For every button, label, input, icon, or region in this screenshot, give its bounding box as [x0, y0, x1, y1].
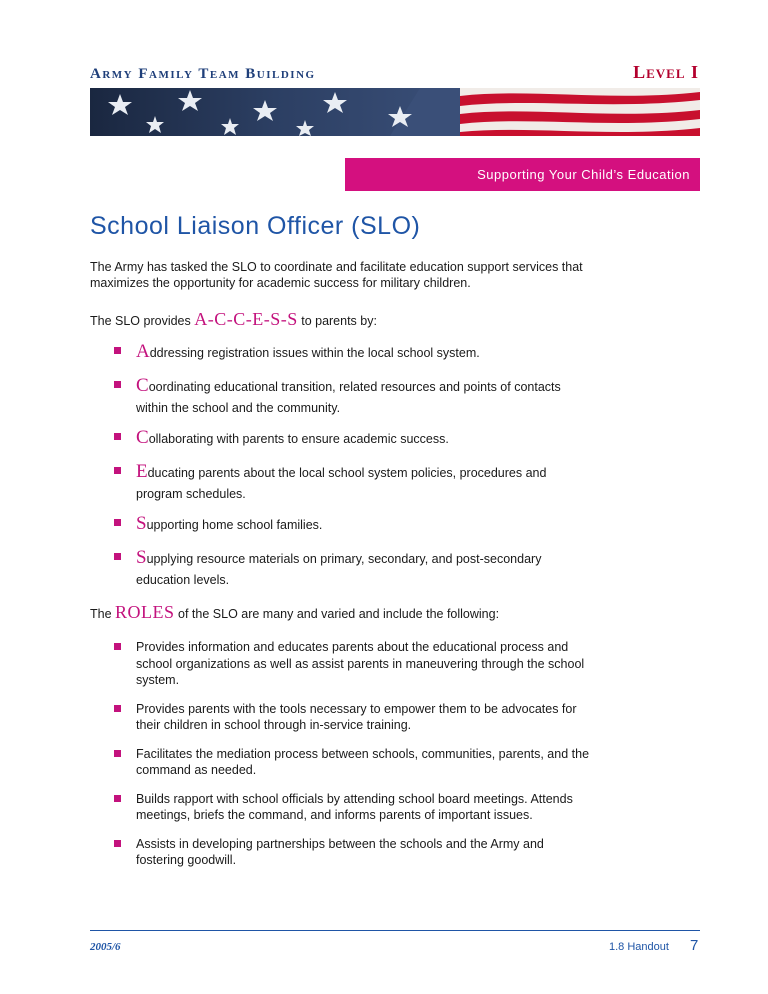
square-bullet-icon	[114, 347, 121, 354]
access-item-text: ducating parents about the local school system policies, procedures and program schedules.	[136, 466, 547, 501]
roles-emphasis: ROLES	[115, 602, 175, 622]
access-item-text: ddressing registration issues within the local school system.	[149, 346, 480, 360]
square-bullet-icon	[114, 705, 121, 712]
footer-date: 2005/6	[90, 941, 121, 953]
access-item-text: upporting home school families.	[146, 518, 323, 532]
role-item-text: Provides parents with the tools necessary to empower them to be advocates for their children in school through in-service training.	[136, 701, 577, 732]
access-item-letter: S	[136, 547, 147, 568]
role-item-text: Builds rapport with school officials by attending school board meetings. Attends meetings, briefs the command, and informs parents of important issues.	[136, 791, 573, 822]
roles-intro-line	[90, 601, 499, 625]
section-bar: Supporting Your Child’s Education	[345, 158, 700, 191]
access-item-text: upplying resource materials on primary, secondary, and post-secondary education levels.	[136, 552, 542, 587]
access-item-text: ollaborating with parents to ensure academic success.	[148, 432, 449, 446]
header-level: Level I	[633, 62, 699, 82]
access-item-letter: E	[136, 461, 148, 482]
access-line-after: to parents by:	[301, 314, 377, 328]
access-line-before: The SLO provides	[90, 314, 191, 328]
square-bullet-icon	[114, 381, 121, 388]
square-bullet-icon	[114, 643, 121, 650]
access-item	[112, 461, 592, 505]
roles-line-before: The	[90, 607, 112, 621]
role-item	[112, 791, 592, 824]
access-item-letter: C	[136, 427, 149, 448]
square-bullet-icon	[114, 795, 121, 802]
role-item-text: Provides information and educates parents about the educational process and school organizations as well as assist parents in maneuvering through the school system.	[136, 640, 585, 687]
access-item-letter: S	[136, 513, 147, 534]
access-item	[112, 375, 592, 419]
flag-banner-image	[90, 88, 700, 136]
role-item	[112, 836, 592, 869]
page-title: School Liaison Officer (SLO)	[90, 212, 421, 240]
square-bullet-icon	[114, 467, 121, 474]
header-brand: Army Family Team Building	[90, 66, 316, 82]
role-item	[112, 746, 592, 779]
square-bullet-icon	[114, 433, 121, 440]
access-item-letter: A	[136, 341, 150, 362]
access-intro-line	[90, 308, 377, 332]
footer-handout-label: 1.8 Handout	[609, 941, 669, 953]
role-item	[112, 701, 592, 734]
access-item	[112, 427, 592, 450]
square-bullet-icon	[114, 553, 121, 560]
role-item-text: Assists in developing partnerships between the schools and the Army and fostering goodwill.	[136, 836, 544, 867]
intro-paragraph: The Army has tasked the SLO to coordinate and facilitate education support services that maximizes the opportunity for academic success for military children.	[90, 260, 583, 290]
access-list	[112, 341, 592, 591]
access-item	[112, 341, 592, 364]
roles-list	[112, 639, 592, 869]
square-bullet-icon	[114, 519, 121, 526]
square-bullet-icon	[114, 840, 121, 847]
page-number: 7	[690, 937, 699, 954]
access-item-letter: C	[136, 375, 149, 396]
role-item-text: Facilitates the mediation process between schools, communities, parents, and the command as needed.	[136, 746, 590, 777]
footer-divider	[90, 930, 700, 931]
access-item	[112, 513, 592, 536]
role-item	[112, 639, 592, 689]
access-item	[112, 547, 592, 591]
access-acronym: A-C-C-E-S-S	[194, 309, 298, 329]
access-item-text: oordinating educational transition, related resources and points of contacts within the school and the community.	[136, 380, 561, 415]
roles-line-after: of the SLO are many and varied and include the following:	[178, 607, 500, 621]
square-bullet-icon	[114, 750, 121, 757]
